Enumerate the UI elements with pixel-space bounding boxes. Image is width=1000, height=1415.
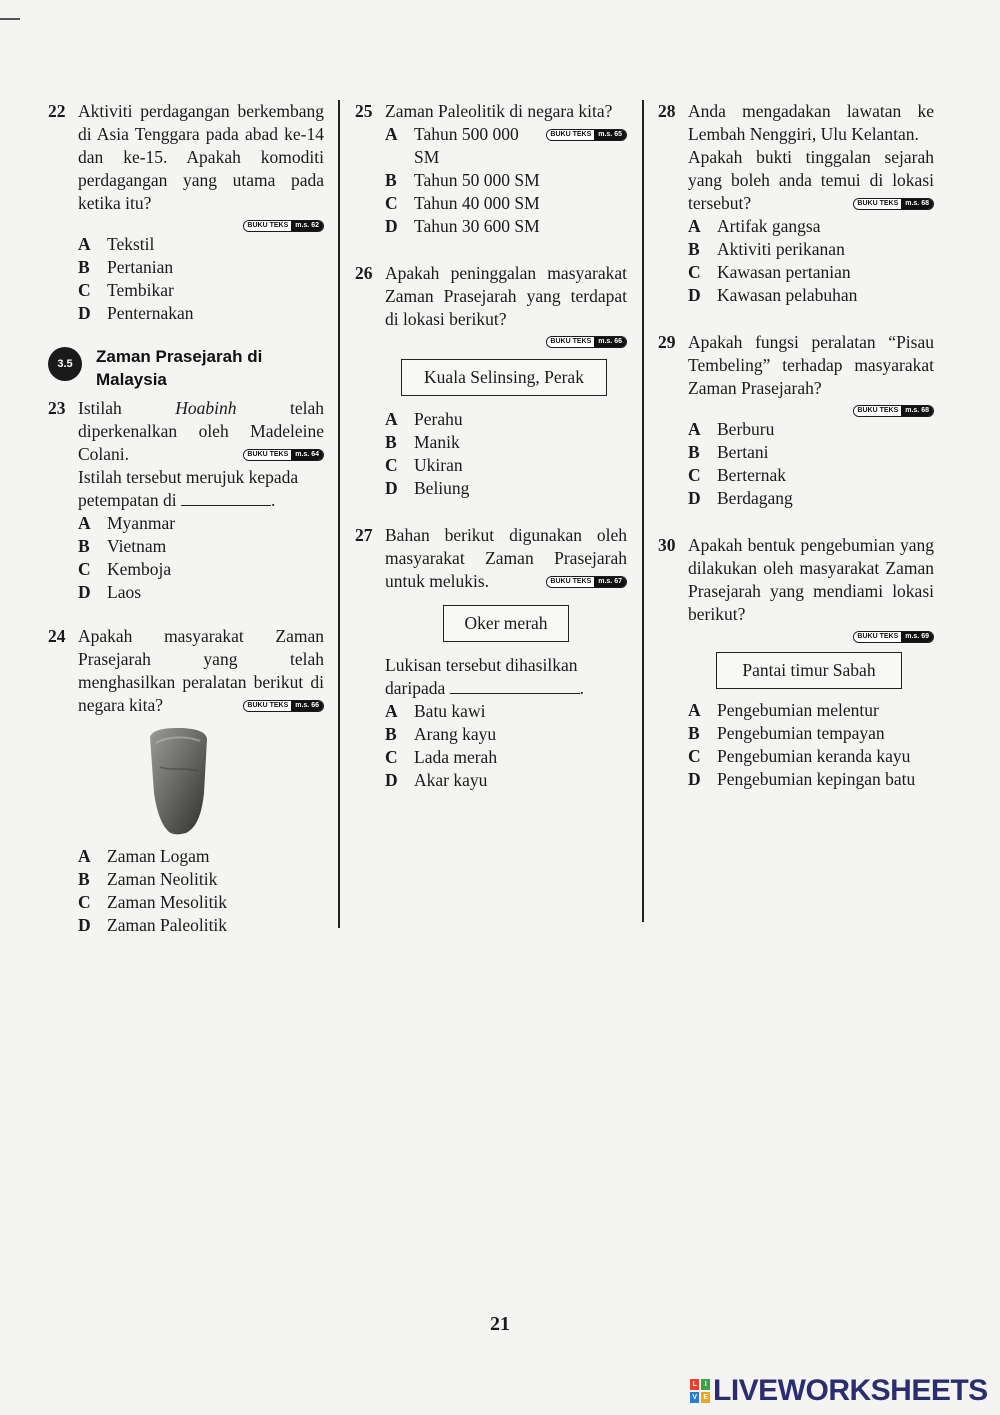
answer-blank[interactable] (450, 679, 580, 694)
options-24 (48, 845, 324, 937)
question-number: 23 (48, 398, 66, 418)
option-d[interactable]: D Akar kayu (385, 770, 488, 790)
textbook-ref (658, 626, 934, 644)
question-text: Aktiviti perdagangan berkembang di Asia Tenggara pada abad ke-14 dan ke-15. Apakah komoditi perdagangan yang utama pada ketika itu? (78, 101, 324, 213)
option-b[interactable]: B Manik (385, 432, 460, 452)
question-number: 25 (355, 101, 373, 121)
option-a[interactable]: A Perahu (385, 409, 463, 429)
column-divider (338, 100, 340, 928)
column-1 (48, 100, 324, 937)
textbook-badge: BUKU TEKS m.s. 68 (853, 198, 934, 210)
option-d[interactable]: D Zaman Paleolitik (78, 915, 228, 935)
section-number: 3.5 (48, 347, 82, 381)
textbook-badge: BUKU TEKS m.s. 67 (546, 576, 627, 588)
option-a[interactable]: A Tekstil (78, 234, 155, 254)
textbook-badge: BUKU TEKS m.s. 66 (546, 336, 627, 348)
option-a[interactable]: A Artifak gangsa (688, 216, 821, 236)
material-box: Oker merah (443, 605, 569, 642)
question-text: Apakah masyarakat Zaman Prasejarah yang telah menghasilkan peralatan berikut di negara kita? (78, 626, 324, 715)
column-3 (658, 100, 934, 791)
column-divider (642, 100, 644, 922)
options-28 (658, 215, 934, 307)
option-a[interactable]: A Pengebumian melentur (688, 700, 879, 720)
question-25 (355, 100, 627, 138)
option-d[interactable]: D Pengebumian kepingan batu (688, 769, 916, 789)
question-number: 30 (658, 535, 676, 555)
option-c[interactable]: C Lada merah (385, 747, 498, 767)
textbook-ref (658, 400, 934, 418)
question-number: 22 (48, 101, 66, 121)
question-22 (48, 100, 324, 215)
textbook-badge: BUKU TEKS m.s. 62 (243, 220, 324, 232)
question-text: Apakah peninggalan masyarakat Zaman Prasejarah yang terdapat di lokasi berikut? (385, 263, 627, 329)
page-number: 21 (490, 1313, 510, 1335)
liveworksheets-logo (690, 1374, 988, 1408)
options-27 (355, 700, 627, 792)
option-c[interactable]: C Tembikar (78, 280, 174, 300)
options-23 (48, 512, 324, 604)
question-23-prompt: Istilah tersebut merujuk kepada petempatan di . (78, 467, 299, 510)
question-number: 28 (658, 101, 676, 121)
option-a[interactable]: A Batu kawi (385, 701, 486, 721)
question-28-prompt: Apakah bukti tinggalan sejarah yang boleh anda temui di lokasi tersebut? BUKU TEKS m.s. 68 (688, 147, 934, 213)
question-number: 27 (355, 525, 373, 545)
question-number: 29 (658, 332, 676, 352)
italic-term: Hoabinh (175, 398, 237, 418)
textbook-badge: BUKU TEKS m.s. 68 (853, 405, 934, 417)
textbook-badge: BUKU TEKS m.s. 64 (243, 449, 324, 461)
option-b[interactable]: B Zaman Neolitik (78, 869, 218, 889)
section-heading (48, 345, 324, 391)
option-d[interactable]: D Laos (78, 582, 142, 602)
location-box: Pantai timur Sabah (716, 652, 902, 689)
option-d[interactable]: D Beliung (385, 478, 470, 498)
option-d[interactable]: D Kawasan pelabuhan (688, 285, 858, 305)
location-box-wrap (658, 652, 934, 689)
textbook-badge: BUKU TEKS m.s. 66 (243, 700, 324, 712)
options-30 (658, 699, 934, 791)
option-a[interactable]: A Myanmar (78, 513, 176, 533)
option-b[interactable]: B Pengebumian tempayan (688, 723, 885, 743)
question-number: 24 (48, 626, 66, 646)
option-c[interactable]: C Kawasan pertanian (688, 262, 851, 282)
scan-mark (0, 18, 20, 20)
option-b[interactable]: B Arang kayu (385, 724, 497, 744)
option-a[interactable]: A Berburu (688, 419, 775, 439)
textbook-badge: BUKU TEKS m.s. 65 (546, 129, 627, 141)
option-d[interactable]: D Tahun 30 600 SM (385, 216, 540, 236)
question-text: Apakah fungsi peralatan “Pisau Tembeling” terhadap masyarakat Zaman Prasejarah? (688, 332, 934, 398)
options-22 (48, 233, 324, 325)
textbook-badge: BUKU TEKS m.s. 69 (853, 631, 934, 643)
option-c[interactable]: C Pengebumian keranda kayu (688, 746, 911, 766)
option-c[interactable]: C Ukiran (385, 455, 463, 475)
question-24 (48, 625, 324, 717)
option-b[interactable]: B Pertanian (78, 257, 174, 277)
textbook-ref (355, 331, 627, 349)
section-title: Zaman Prasejarah di Malaysia (96, 347, 263, 389)
question-29 (658, 331, 934, 400)
textbook-ref (48, 215, 324, 233)
option-b[interactable]: B Tahun 50 000 SM (385, 170, 540, 190)
question-text: Zaman Paleolitik di negara kita? (385, 101, 613, 121)
liveworksheets-icon: L I V E (690, 1379, 710, 1403)
question-text: Anda mengadakan lawatan ke Lembah Nenggiri, Ulu Kelantan. (688, 101, 934, 144)
question-28 (658, 100, 934, 146)
question-27 (355, 524, 627, 593)
option-a[interactable]: A Tahun 500 000 SM (385, 124, 519, 167)
material-box-wrap (355, 605, 627, 642)
column-2 (355, 100, 627, 792)
option-c[interactable]: C Kemboja (78, 559, 172, 579)
brand-name: LIVEWORKSHEETS (713, 1374, 988, 1407)
option-c[interactable]: C Zaman Mesolitik (78, 892, 228, 912)
answer-blank[interactable] (181, 491, 271, 506)
option-b[interactable]: B Vietnam (78, 536, 167, 556)
question-text: Bahan berikut digunakan oleh masyarakat Zaman Prasejarah untuk melukis. (385, 525, 627, 591)
option-b[interactable]: B Bertani (688, 442, 769, 462)
location-box-wrap (355, 359, 627, 396)
question-23: 23 Istilah Hoabinh telah diperkenalkan oleh Madeleine Colani. BUKU TEKS m.s. 64 (48, 398, 325, 464)
option-c[interactable]: C Tahun 40 000 SM (385, 193, 540, 213)
location-box: Kuala Selinsing, Perak (401, 359, 607, 396)
question-text: Apakah bentuk pengebumian yang dilakukan oleh masyarakat Zaman Prasejarah yang mendiami lokasi berikut? (688, 535, 934, 624)
option-d[interactable]: D Penternakan (78, 303, 194, 323)
option-d[interactable]: D Berdagang (688, 488, 793, 508)
options-25 (355, 123, 627, 238)
option-b[interactable]: B Aktiviti perikanan (688, 239, 845, 259)
question-26 (355, 262, 627, 331)
options-29 (658, 418, 934, 510)
option-c[interactable]: C Berternak (688, 465, 786, 485)
question-number: 26 (355, 263, 373, 283)
options-26 (355, 408, 627, 500)
question-30 (658, 534, 934, 626)
question-27-prompt: Lukisan tersebut dihasilkan daripada . (385, 655, 584, 698)
option-a[interactable]: A Zaman Logam (78, 846, 210, 866)
stone-tool-image (144, 727, 212, 835)
